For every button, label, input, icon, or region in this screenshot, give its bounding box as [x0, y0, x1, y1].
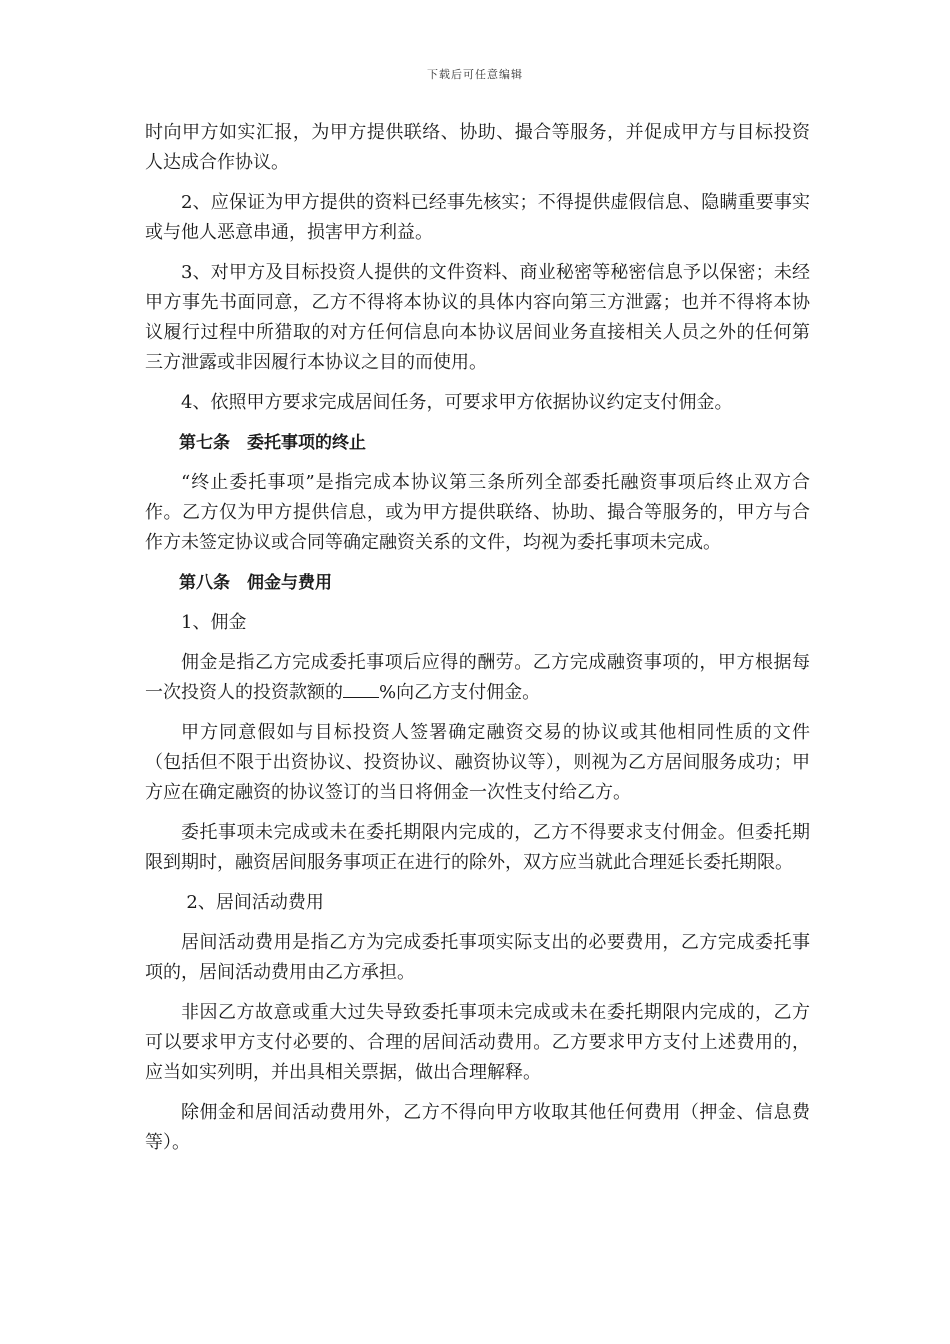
expenses-reimbursement-paragraph: 非因乙方故意或重大过失导致委托事项未完成或未在委托期限内完成的，乙方可以要求甲方支付必要的、合理的居间活动费用。乙方要求甲方支付上述费用的，应当如实列明，并出具相关票据，做出合理解释。: [145, 1002, 810, 1083]
page-header: 下载后可任意编辑: [427, 68, 523, 81]
commission-rate-blank[interactable]: [343, 679, 379, 698]
paragraph-continuation: 时向甲方如实汇报，为甲方提供联络、协助、撮合等服务，并促成甲方与目标投资人达成合作协议。: [145, 122, 810, 173]
article-7-paragraph: “终止委托事项”是指完成本协议第三条所列全部委托融资事项后终止双方合作。乙方仅为甲方提供信息，或为甲方提供联络、协助、撮合等服务的，甲方与合作方未签定协议或合同等确定融资关系的文件，均视为委托事项未完成。: [145, 472, 810, 553]
document-body: [145, 118, 810, 1168]
paragraph-item-4: 4、依照甲方要求完成居间任务，可要求甲方依据协议约定支付佣金。: [181, 392, 733, 413]
article-7-heading: 第七条 委托事项的终止: [179, 433, 366, 453]
expenses-other-fees-paragraph: 除佣金和居间活动费用外，乙方不得向甲方收取其他任何费用（押金、信息费等）。: [145, 1102, 810, 1153]
article-8-heading: 第八条 佣金与费用: [179, 573, 332, 593]
commission-definition-text: 佣金是指乙方完成委托事项后应得的酬劳。乙方完成融资事项的，甲方根据每一次投资人的投资款额的: [145, 652, 810, 703]
commission-definition-paragraph: [145, 648, 810, 708]
commission-definition-text-end: %向乙方支付佣金。: [379, 682, 541, 703]
paragraph-item-3: 3、对甲方及目标投资人提供的文件资料、商业秘密等秘密信息予以保密；未经甲方事先书面同意，乙方不得将本协议的具体内容向第三方泄露；也并不得将本协议履行过程中所猎取的对方任何信息向本协议居间业务直接相关人员之外的任何第三方泄露或非因履行本协议之目的而使用。: [145, 262, 810, 373]
commission-incomplete-paragraph: 委托事项未完成或未在委托期限内完成的，乙方不得要求支付佣金。但委托期限到期时，融资居间服务事项正在进行的除外，双方应当就此合理延长委托期限。: [145, 822, 810, 873]
paragraph-item-2: 2、应保证为甲方提供的资料已经事先核实；不得提供虚假信息、隐瞒重要事实或与他人恶意串通，损害甲方利益。: [145, 192, 810, 243]
expenses-definition-paragraph: 居间活动费用是指乙方为完成委托事项实际支出的必要费用，乙方完成委托事项的，居间活动费用由乙方承担。: [145, 932, 810, 983]
subsection-expenses-heading: 2、居间活动费用: [186, 892, 324, 913]
subsection-commission-heading: 1、佣金: [181, 612, 247, 633]
commission-success-paragraph: 甲方同意假如与目标投资人签署确定融资交易的协议或其他相同性质的文件（包括但不限于出资协议、投资协议、融资协议等），则视为乙方居间服务成功；甲方应在确定融资的协议签订的当日将佣金一次性支付给乙方。: [145, 722, 810, 803]
